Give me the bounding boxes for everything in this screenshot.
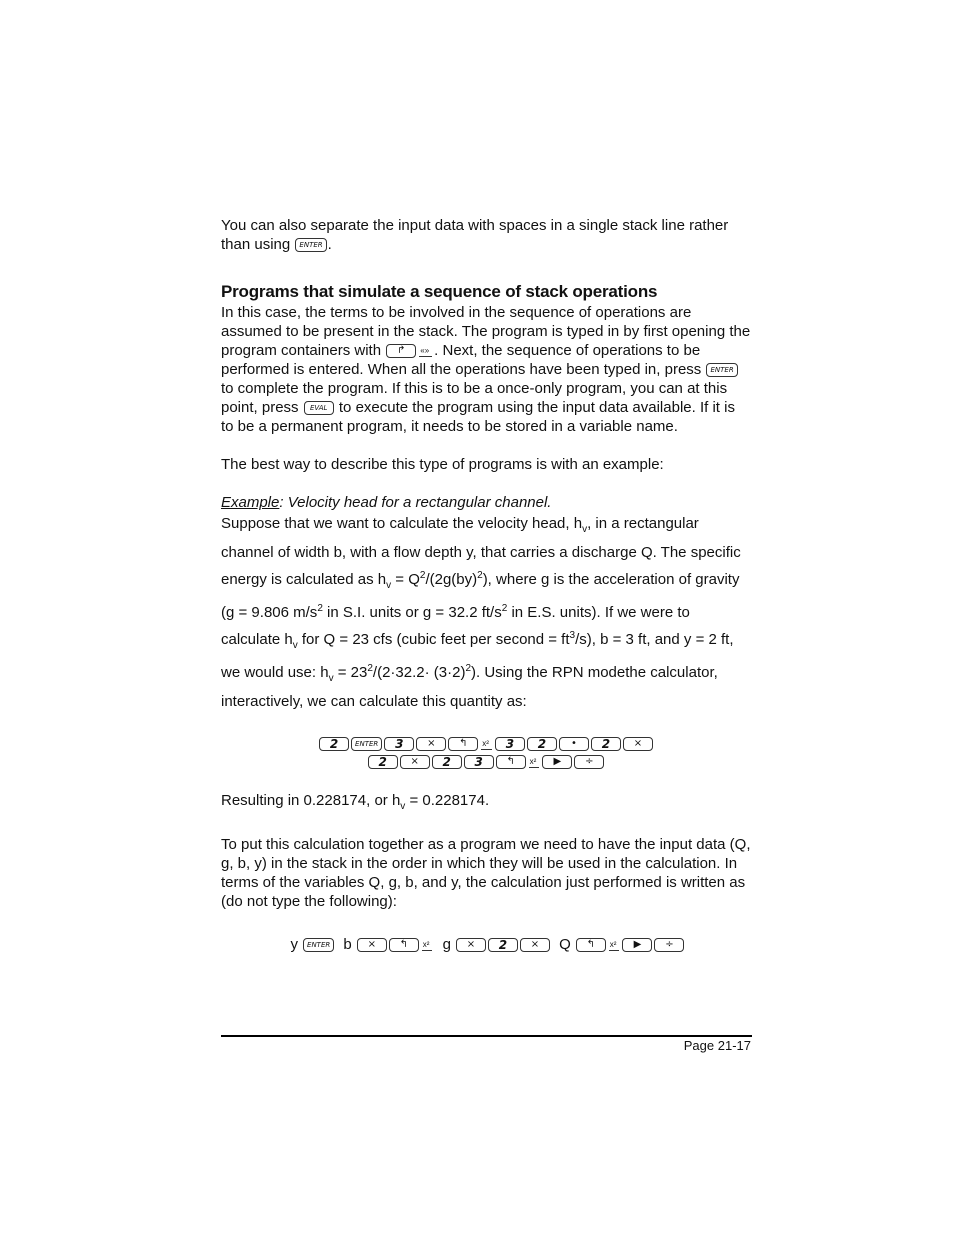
key-2: 2 [488,938,518,952]
variable-keystroke-sequence [221,935,751,954]
ex-t11: /(2·32.2· (3·2) [372,664,466,681]
ex-t9: /s), b = 3 ft, and y = 2 ft, we would use: h [221,631,734,681]
intro-text: You can also separate the input data with spaces in a single stack line rather than using [221,217,729,253]
ex-t2: , in a rectangular channel of width b, with a flow depth y, that carries a discharge Q. The specific energy is calculated as h [221,515,741,588]
example-title [221,493,751,512]
enter-key: ENTER [295,238,326,252]
ex-t10: = 23 [333,664,368,681]
var-Q: Q [559,936,571,953]
divide-key: ÷ [654,938,684,952]
enter-key: ENTER [706,363,737,377]
key-3: 3 [495,737,525,751]
section-paragraph-2: The best way to describe this type of programs is with an example: [221,456,664,473]
right-arrow-key: ▶ [542,755,572,769]
ex-t7: in E.S. units). If we were to calculate h [221,604,690,648]
intro-paragraph [221,216,751,254]
example-title-text: : Velocity head for a rectangular channel. [279,494,552,511]
ex-t3: = Q [391,571,420,588]
section-heading: Programs that simulate a sequence of stack operations [221,282,658,301]
key-2: 2 [591,737,621,751]
result-paragraph [221,791,751,816]
divide-key: ÷ [574,755,604,769]
key-2: 2 [368,755,398,769]
times-key: × [416,737,446,751]
left-shift-key: ↰ [496,755,526,769]
var-g: g [442,936,451,953]
enter-key: ENTER [351,737,382,751]
example-label: Example [221,494,280,511]
sup-2: 2 [477,570,483,581]
page-number: Page 21-17 [683,1038,751,1053]
x-squared-label: x² [481,739,492,750]
keystroke-row-1 [221,735,751,753]
times-key: × [623,737,653,751]
sub-v: v [292,640,298,651]
ex-t6: in S.I. units or g = 32.2 ft/s [322,604,502,621]
ex-t5: ), where g is the acceleration of gravity (g = 9.806 m/s [221,571,740,621]
sub-v: v [328,673,334,684]
ex-t1: Suppose that we want to calculate the velocity head, h [221,515,583,532]
eval-key: EVAL [304,401,334,415]
right-shift-key: ↱ [386,344,416,358]
p1-text-b: . Next, the sequence of operations to be performed is entered. When all the operations have been typed in, press [221,342,702,378]
section-paragraph-1 [221,303,751,436]
sup-2: 2 [367,663,373,674]
times-key: × [456,938,486,952]
sub-v: v [582,524,588,535]
right-arrow-key: ▶ [622,938,652,952]
ex-t12: ). Using the RPN modethe calculator, interactively, we can calculate this quantity as: [221,664,718,710]
x-squared-label: x² [529,757,540,768]
times-key: × [520,938,550,952]
program-brackets-label: «» [419,346,432,357]
p1-text-a: In this case, the terms to be involved in the sequence of operations are assumed to be present in the stack. The program is typed in by first opening the program containers with [221,304,751,359]
ex-t4: /(2g(by) [425,571,478,588]
intro-period: . [327,236,332,253]
left-shift-key: ↰ [576,938,606,952]
left-shift-key: ↰ [389,938,419,952]
sup-3: 3 [569,630,576,641]
sub-v: v [400,801,406,812]
key-2: 2 [319,737,349,751]
sup-2: 2 [465,663,472,674]
enter-key: ENTER [303,938,334,952]
x-squared-label: x² [422,940,433,951]
example-paragraph [221,512,751,713]
dot-key: • [559,737,589,751]
left-shift-key: ↰ [448,737,478,751]
key-2: 2 [432,755,462,769]
page-content [221,216,751,954]
sup-2: 2 [501,603,508,614]
footer-rule [221,1035,752,1037]
p1-text-c: to complete the program. If this is to be a once-only program, you can at this point, press [221,380,728,416]
result-text-b: = 0.228174. [405,792,490,809]
times-key: × [357,938,387,952]
x-squared-label: x² [609,940,620,951]
var-y: y [290,936,299,953]
key-2: 2 [527,737,557,751]
p1-text-d: to execute the program using the input data available. If it is to be a permanent program, it needs to be stored in a variable name. [221,399,735,435]
sub-v: v [386,580,392,591]
key-3: 3 [464,755,494,769]
sup-2: 2 [317,603,323,614]
var-b: b [343,936,352,953]
keystroke-row-2 [221,753,751,771]
result-text-a: Resulting in 0.228174, or h [221,792,401,809]
sup-2: 2 [419,570,426,581]
ex-t8: for Q = 23 cfs (cubic feet per second = ft [297,631,570,648]
program-paragraph: To put this calculation together as a program we need to have the input data (Q, g, b, y) in the stack in the order in which they will be used in the calculation. In terms of the variables Q, g, b, and y, the calculation just performed is written as (do not type the following): [221,836,751,910]
key-3: 3 [384,737,414,751]
times-key: × [400,755,430,769]
